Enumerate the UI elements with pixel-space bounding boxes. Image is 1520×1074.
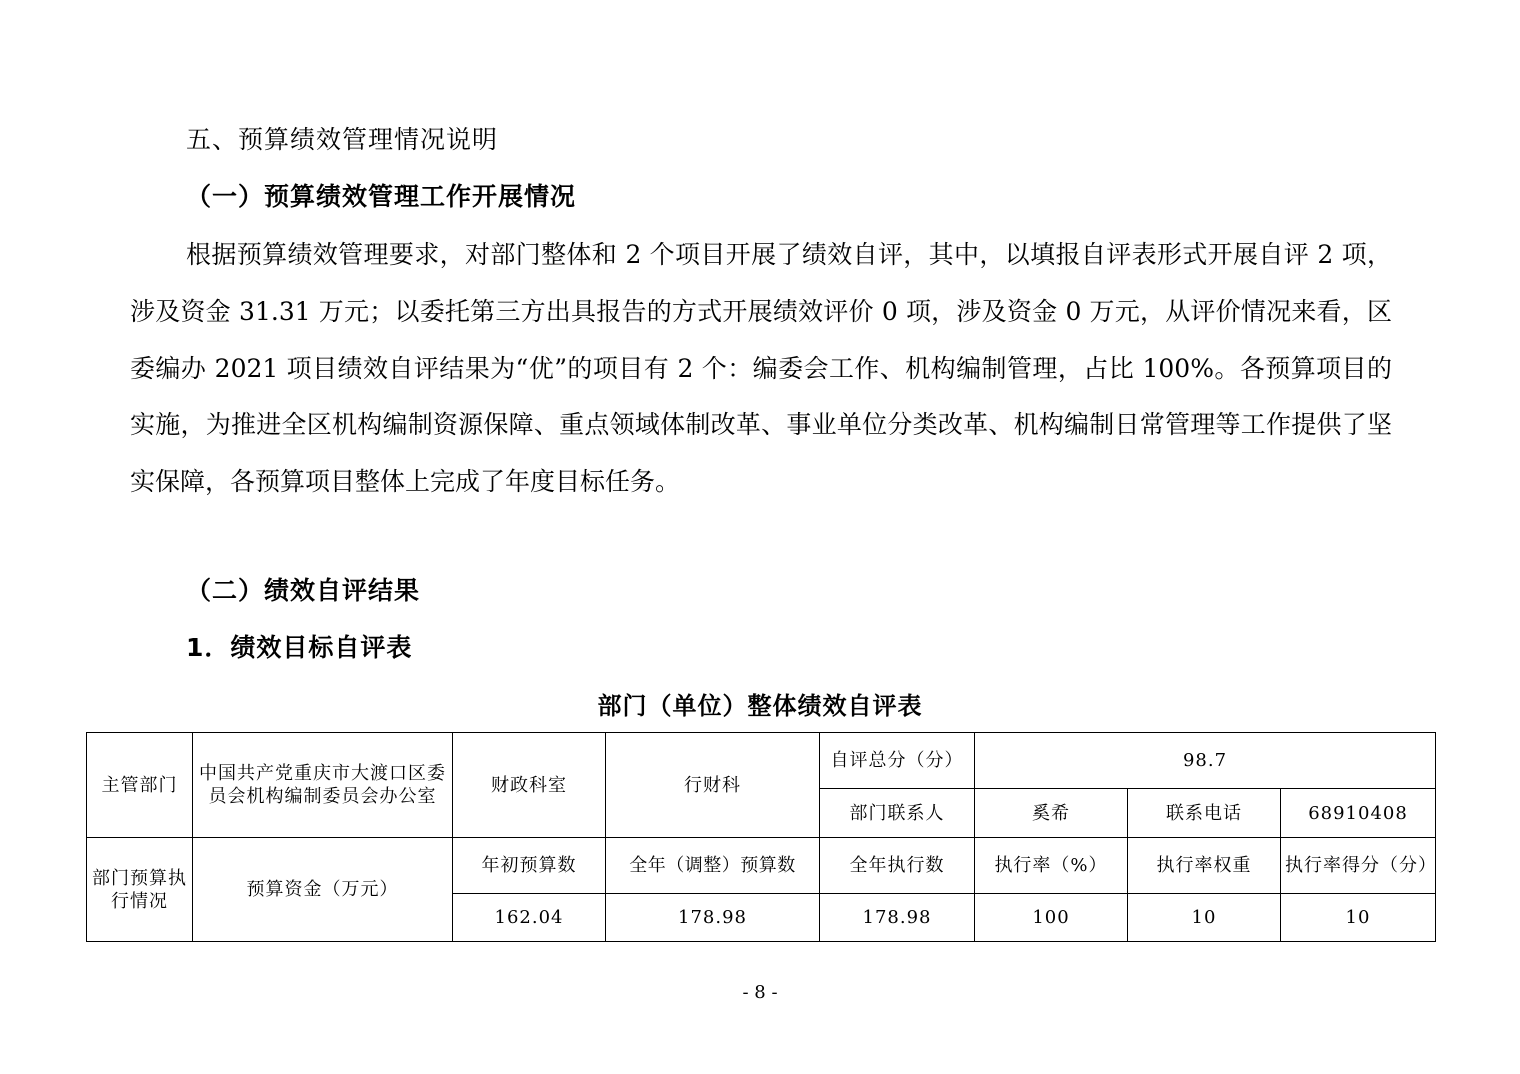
self-evaluation-table: [86, 732, 1436, 942]
value-initial-budget: 162.04: [453, 894, 606, 942]
finance-section-value: 行财科: [606, 733, 820, 838]
budget-exec-label: 部门预算执行情况: [87, 838, 193, 942]
value-adjusted-budget: 178.98: [606, 894, 820, 942]
value-annual-execution: 178.98: [820, 894, 975, 942]
header-rate-weight: 执行率权重: [1128, 838, 1281, 894]
header-adjusted-budget: 全年（调整）预算数: [606, 838, 820, 894]
header-execution-rate: 执行率（%）: [975, 838, 1128, 894]
phone-label: 联系电话: [1128, 789, 1281, 838]
value-execution-rate: 100: [975, 894, 1128, 942]
value-rate-weight: 10: [1128, 894, 1281, 942]
value-rate-score: 10: [1281, 894, 1436, 942]
body-paragraph: 根据预算绩效管理要求，对部门整体和 2 个项目开展了绩效自评，其中，以填报自评表形式开展自评 2 项，涉及资金 31.31 万元；以委托第三方出具报告的方式开展绩效评价 0 项，涉及资金 0 万元，从评价情况来看，区委编办 2021 项目绩效自评结果为“优”的项目有 2 个：编委会工作、机构编制管理，占比 100%。各预算项目的实施，为推进全区机构编制资源保障、重点领域体制改革、事业单位分类改革、机构编制日常管理等工作提供了坚实保障，各预算项目整体上完成了年度目标任务。: [130, 240, 1392, 497]
item-1-heading: 1．绩效目标自评表: [186, 633, 413, 662]
finance-office-label: 财政科室: [453, 733, 606, 838]
self-eval-total-label: 自评总分（分）: [820, 733, 975, 789]
budget-funds-label: 预算资金（万元）: [193, 838, 453, 942]
page-number: - 8 -: [742, 982, 778, 1003]
subsection-1-heading: （一）预算绩效管理工作开展情况: [186, 182, 577, 211]
header-annual-execution: 全年执行数: [820, 838, 975, 894]
contact-label: 部门联系人: [820, 789, 975, 838]
contact-value: 奚希: [975, 789, 1128, 838]
subsection-2-heading: （二）绩效自评结果: [186, 576, 421, 605]
table-title: 部门（单位）整体绩效自评表: [597, 692, 923, 720]
phone-value: 68910408: [1281, 789, 1436, 838]
self-eval-total-value: 98.7: [975, 733, 1436, 789]
header-rate-score: 执行率得分（分）: [1281, 838, 1436, 894]
competent-dept-value: 中国共产党重庆市大渡口区委员会机构编制委员会办公室: [193, 733, 453, 838]
competent-dept-label: 主管部门: [87, 733, 193, 838]
section-heading: 五、预算绩效管理情况说明: [186, 125, 499, 154]
header-initial-budget: 年初预算数: [453, 838, 606, 894]
